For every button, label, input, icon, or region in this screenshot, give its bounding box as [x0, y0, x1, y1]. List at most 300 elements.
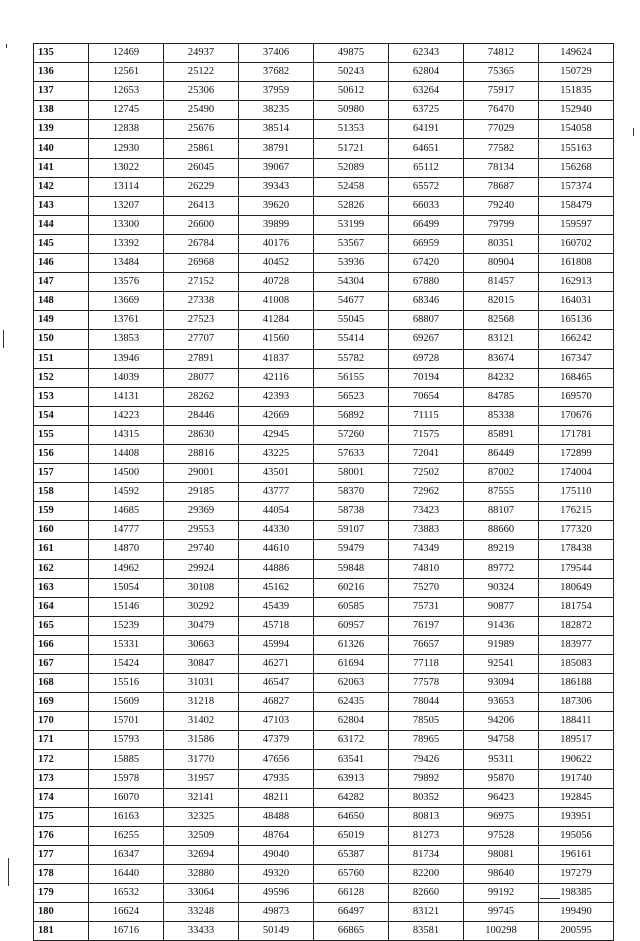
table-cell: 14408: [89, 444, 164, 463]
table-cell: 80351: [464, 234, 539, 253]
table-cell: 13207: [89, 196, 164, 215]
table-cell: 14592: [89, 483, 164, 502]
table-cell: 13853: [89, 330, 164, 349]
row-index-cell: 168: [34, 674, 89, 693]
table-cell: 49040: [239, 845, 314, 864]
row-index-cell: 147: [34, 273, 89, 292]
table-cell: 26413: [164, 196, 239, 215]
table-cell: 30292: [164, 597, 239, 616]
table-cell: 27152: [164, 273, 239, 292]
table-cell: 39620: [239, 196, 314, 215]
table-cell: 85891: [464, 425, 539, 444]
table-cell: 65019: [314, 826, 389, 845]
table-cell: 53936: [314, 254, 389, 273]
table-cell: 164031: [539, 292, 614, 311]
table-cell: 38514: [239, 120, 314, 139]
table-cell: 15146: [89, 597, 164, 616]
table-cell: 29369: [164, 502, 239, 521]
table-cell: 12745: [89, 101, 164, 120]
table-cell: 62804: [389, 63, 464, 82]
table-cell: 64651: [389, 139, 464, 158]
row-index-cell: 145: [34, 234, 89, 253]
table-cell: 97528: [464, 826, 539, 845]
table-cell: 172899: [539, 444, 614, 463]
table-cell: 39067: [239, 158, 314, 177]
table-cell: 29924: [164, 559, 239, 578]
table-cell: 61694: [314, 655, 389, 674]
table-row: [34, 731, 614, 750]
table-cell: 15424: [89, 655, 164, 674]
table-cell: 53199: [314, 215, 389, 234]
table-cell: 32141: [164, 788, 239, 807]
table-cell: 31957: [164, 769, 239, 788]
table-cell: 16716: [89, 922, 164, 941]
table-cell: 54304: [314, 273, 389, 292]
table-cell: 47103: [239, 712, 314, 731]
table-cell: 32880: [164, 865, 239, 884]
table-row: [34, 234, 614, 253]
row-index-cell: 170: [34, 712, 89, 731]
table-cell: 33064: [164, 884, 239, 903]
table-cell: 88660: [464, 521, 539, 540]
table-cell: 188411: [539, 712, 614, 731]
row-index-cell: 162: [34, 559, 89, 578]
table-cell: 88107: [464, 502, 539, 521]
table-cell: 49875: [314, 44, 389, 63]
table-cell: 28262: [164, 387, 239, 406]
table-cell: 13484: [89, 254, 164, 273]
table-cell: 54677: [314, 292, 389, 311]
table-cell: 14870: [89, 540, 164, 559]
row-index-cell: 180: [34, 903, 89, 922]
row-index-cell: 169: [34, 693, 89, 712]
table-cell: 41008: [239, 292, 314, 311]
row-index-cell: 149: [34, 311, 89, 330]
table-row: [34, 82, 614, 101]
table-cell: 61326: [314, 635, 389, 654]
table-cell: 90324: [464, 578, 539, 597]
table-cell: 179544: [539, 559, 614, 578]
table-row: [34, 712, 614, 731]
row-index-cell: 144: [34, 215, 89, 234]
table-cell: 78687: [464, 177, 539, 196]
table-row: [34, 368, 614, 387]
table-cell: 28630: [164, 425, 239, 444]
table-cell: 52826: [314, 196, 389, 215]
table-cell: 93094: [464, 674, 539, 693]
scan-edge-mark-right: [633, 128, 634, 136]
row-index-cell: 156: [34, 444, 89, 463]
table-cell: 82660: [389, 884, 464, 903]
table-row: [34, 177, 614, 196]
table-cell: 80904: [464, 254, 539, 273]
table-cell: 42669: [239, 406, 314, 425]
table-cell: 60216: [314, 578, 389, 597]
table-cell: 45439: [239, 597, 314, 616]
table-cell: 67420: [389, 254, 464, 273]
table-row: [34, 483, 614, 502]
table-cell: 39899: [239, 215, 314, 234]
table-cell: 82568: [464, 311, 539, 330]
table-cell: 68346: [389, 292, 464, 311]
table-cell: 79426: [389, 750, 464, 769]
table-cell: 176215: [539, 502, 614, 521]
row-index-cell: 135: [34, 44, 89, 63]
table-cell: 42116: [239, 368, 314, 387]
table-row: [34, 865, 614, 884]
table-cell: 83121: [464, 330, 539, 349]
table-row: [34, 884, 614, 903]
table-cell: 14685: [89, 502, 164, 521]
table-cell: 76657: [389, 635, 464, 654]
table-cell: 27338: [164, 292, 239, 311]
table-cell: 64191: [389, 120, 464, 139]
table-row: [34, 826, 614, 845]
scan-edge-mark-bottom-left: [8, 858, 9, 886]
table-cell: 16532: [89, 884, 164, 903]
table-cell: 85338: [464, 406, 539, 425]
table-cell: 45718: [239, 616, 314, 635]
row-index-cell: 181: [34, 922, 89, 941]
table-cell: 15793: [89, 731, 164, 750]
table-cell: 75270: [389, 578, 464, 597]
table-cell: 16347: [89, 845, 164, 864]
table-cell: 152940: [539, 101, 614, 120]
table-cell: 96423: [464, 788, 539, 807]
table-cell: 66497: [314, 903, 389, 922]
table-cell: 73883: [389, 521, 464, 540]
table-cell: 15701: [89, 712, 164, 731]
table-cell: 26045: [164, 158, 239, 177]
table-cell: 31402: [164, 712, 239, 731]
table-row: [34, 674, 614, 693]
table-cell: 15885: [89, 750, 164, 769]
table-cell: 12469: [89, 44, 164, 63]
table-cell: 48764: [239, 826, 314, 845]
table-cell: 178438: [539, 540, 614, 559]
table-cell: 168465: [539, 368, 614, 387]
table-cell: 30847: [164, 655, 239, 674]
table-cell: 89219: [464, 540, 539, 559]
table-cell: 33248: [164, 903, 239, 922]
table-cell: 82015: [464, 292, 539, 311]
table-cell: 49873: [239, 903, 314, 922]
table-cell: 95311: [464, 750, 539, 769]
table-cell: 60957: [314, 616, 389, 635]
table-cell: 58370: [314, 483, 389, 502]
table-cell: 84785: [464, 387, 539, 406]
table-row: [34, 521, 614, 540]
table-cell: 91436: [464, 616, 539, 635]
row-index-cell: 139: [34, 120, 89, 139]
table-cell: 63541: [314, 750, 389, 769]
table-cell: 182872: [539, 616, 614, 635]
table-cell: 42945: [239, 425, 314, 444]
table-cell: 13576: [89, 273, 164, 292]
table-row: [34, 655, 614, 674]
table-cell: 62435: [314, 693, 389, 712]
scan-edge-mark-left: [3, 330, 4, 348]
table-cell: 68807: [389, 311, 464, 330]
table-cell: 98081: [464, 845, 539, 864]
table-cell: 72962: [389, 483, 464, 502]
table-cell: 45162: [239, 578, 314, 597]
table-row: [34, 616, 614, 635]
row-index-cell: 158: [34, 483, 89, 502]
table-row: [34, 196, 614, 215]
table-cell: 198385: [539, 884, 614, 903]
table-cell: 191740: [539, 769, 614, 788]
table-cell: 43225: [239, 444, 314, 463]
table-cell: 44054: [239, 502, 314, 521]
table-cell: 193951: [539, 807, 614, 826]
table-cell: 58001: [314, 464, 389, 483]
table-cell: 12561: [89, 63, 164, 82]
table-row: [34, 273, 614, 292]
table-cell: 170676: [539, 406, 614, 425]
table-cell: 71115: [389, 406, 464, 425]
scan-edge-mark-top-left: [6, 44, 7, 48]
table-cell: 196161: [539, 845, 614, 864]
table-cell: 87555: [464, 483, 539, 502]
table-cell: 83581: [389, 922, 464, 941]
table-cell: 72041: [389, 444, 464, 463]
table-cell: 12653: [89, 82, 164, 101]
table-cell: 25122: [164, 63, 239, 82]
table-cell: 39343: [239, 177, 314, 196]
table-cell: 94206: [464, 712, 539, 731]
table-cell: 40728: [239, 273, 314, 292]
table-cell: 79799: [464, 215, 539, 234]
table-cell: 13761: [89, 311, 164, 330]
table-row: [34, 406, 614, 425]
table-cell: 28077: [164, 368, 239, 387]
table-cell: 92541: [464, 655, 539, 674]
table-row: [34, 578, 614, 597]
table-cell: 93653: [464, 693, 539, 712]
table-cell: 50980: [314, 101, 389, 120]
table-cell: 60585: [314, 597, 389, 616]
table-cell: 14962: [89, 559, 164, 578]
table-cell: 98640: [464, 865, 539, 884]
table-row: [34, 215, 614, 234]
table-cell: 31586: [164, 731, 239, 750]
table-cell: 96975: [464, 807, 539, 826]
table-cell: 53567: [314, 234, 389, 253]
table-cell: 64282: [314, 788, 389, 807]
table-cell: 25676: [164, 120, 239, 139]
table-cell: 42393: [239, 387, 314, 406]
table-cell: 155163: [539, 139, 614, 158]
table-cell: 199490: [539, 903, 614, 922]
row-index-cell: 159: [34, 502, 89, 521]
table-row: [34, 502, 614, 521]
table-cell: 78965: [389, 731, 464, 750]
table-cell: 62804: [314, 712, 389, 731]
table-cell: 31031: [164, 674, 239, 693]
table-cell: 77118: [389, 655, 464, 674]
table-cell: 65387: [314, 845, 389, 864]
table-row: [34, 139, 614, 158]
table-row: [34, 807, 614, 826]
table-cell: 29740: [164, 540, 239, 559]
table-cell: 95870: [464, 769, 539, 788]
table-cell: 169570: [539, 387, 614, 406]
table-cell: 175110: [539, 483, 614, 502]
table-cell: 89772: [464, 559, 539, 578]
table-cell: 26600: [164, 215, 239, 234]
table-cell: 48211: [239, 788, 314, 807]
table-cell: 64650: [314, 807, 389, 826]
table-cell: 72502: [389, 464, 464, 483]
table-cell: 161808: [539, 254, 614, 273]
table-row: [34, 635, 614, 654]
table-row: [34, 292, 614, 311]
row-index-cell: 174: [34, 788, 89, 807]
row-index-cell: 176: [34, 826, 89, 845]
table-row: [34, 330, 614, 349]
row-index-cell: 138: [34, 101, 89, 120]
table-row: [34, 254, 614, 273]
table-cell: 37959: [239, 82, 314, 101]
table-cell: 187306: [539, 693, 614, 712]
table-cell: 25490: [164, 101, 239, 120]
table-row: [34, 845, 614, 864]
table-cell: 192845: [539, 788, 614, 807]
table-cell: 75917: [464, 82, 539, 101]
table-cell: 154058: [539, 120, 614, 139]
table-cell: 83121: [389, 903, 464, 922]
table-cell: 158479: [539, 196, 614, 215]
table-cell: 160702: [539, 234, 614, 253]
table-row: [34, 120, 614, 139]
table-cell: 83674: [464, 349, 539, 368]
row-index-cell: 154: [34, 406, 89, 425]
table-cell: 16255: [89, 826, 164, 845]
row-index-cell: 164: [34, 597, 89, 616]
table-cell: 55414: [314, 330, 389, 349]
table-cell: 62343: [389, 44, 464, 63]
table-cell: 14777: [89, 521, 164, 540]
table-cell: 86449: [464, 444, 539, 463]
row-index-cell: 137: [34, 82, 89, 101]
table-cell: 52458: [314, 177, 389, 196]
table-cell: 46271: [239, 655, 314, 674]
row-index-cell: 166: [34, 635, 89, 654]
table-cell: 195056: [539, 826, 614, 845]
table-cell: 41284: [239, 311, 314, 330]
table-cell: 47379: [239, 731, 314, 750]
table-cell: 15516: [89, 674, 164, 693]
table-cell: 156268: [539, 158, 614, 177]
table-cell: 181754: [539, 597, 614, 616]
table-row: [34, 464, 614, 483]
table-cell: 45994: [239, 635, 314, 654]
table-cell: 32509: [164, 826, 239, 845]
table-cell: 77582: [464, 139, 539, 158]
table-cell: 162913: [539, 273, 614, 292]
table-row: [34, 311, 614, 330]
row-index-cell: 150: [34, 330, 89, 349]
table-row: [34, 387, 614, 406]
table-cell: 51721: [314, 139, 389, 158]
table-cell: 26784: [164, 234, 239, 253]
table-cell: 13946: [89, 349, 164, 368]
row-index-cell: 175: [34, 807, 89, 826]
table-cell: 73423: [389, 502, 464, 521]
table-cell: 29001: [164, 464, 239, 483]
row-index-cell: 155: [34, 425, 89, 444]
table-cell: 70194: [389, 368, 464, 387]
table-row: [34, 559, 614, 578]
table-cell: 159597: [539, 215, 614, 234]
value-table-body: [34, 44, 614, 941]
table-cell: 69267: [389, 330, 464, 349]
row-index-cell: 173: [34, 769, 89, 788]
row-index-cell: 167: [34, 655, 89, 674]
table-cell: 31770: [164, 750, 239, 769]
table-cell: 189517: [539, 731, 614, 750]
row-index-cell: 165: [34, 616, 89, 635]
row-index-cell: 179: [34, 884, 89, 903]
row-index-cell: 163: [34, 578, 89, 597]
table-cell: 99192: [464, 884, 539, 903]
table-cell: 171781: [539, 425, 614, 444]
table-cell: 65112: [389, 158, 464, 177]
table-cell: 55782: [314, 349, 389, 368]
table-cell: 27707: [164, 330, 239, 349]
table-cell: 63725: [389, 101, 464, 120]
table-cell: 25861: [164, 139, 239, 158]
table-cell: 157374: [539, 177, 614, 196]
row-index-cell: 171: [34, 731, 89, 750]
table-cell: 31218: [164, 693, 239, 712]
table-cell: 15331: [89, 635, 164, 654]
table-cell: 78044: [389, 693, 464, 712]
row-index-cell: 152: [34, 368, 89, 387]
table-cell: 49596: [239, 884, 314, 903]
table-cell: 75365: [464, 63, 539, 82]
table-cell: 94758: [464, 731, 539, 750]
table-cell: 24937: [164, 44, 239, 63]
table-cell: 32694: [164, 845, 239, 864]
table-cell: 37406: [239, 44, 314, 63]
table-cell: 56892: [314, 406, 389, 425]
table-cell: 65572: [389, 177, 464, 196]
table-row: [34, 922, 614, 941]
table-cell: 27891: [164, 349, 239, 368]
row-index-cell: 146: [34, 254, 89, 273]
table-cell: 55045: [314, 311, 389, 330]
table-cell: 71575: [389, 425, 464, 444]
table-cell: 66033: [389, 196, 464, 215]
table-cell: 26968: [164, 254, 239, 273]
table-cell: 183977: [539, 635, 614, 654]
table-cell: 66128: [314, 884, 389, 903]
row-index-cell: 151: [34, 349, 89, 368]
table-cell: 44886: [239, 559, 314, 578]
table-cell: 81734: [389, 845, 464, 864]
table-cell: 51353: [314, 120, 389, 139]
table-cell: 46827: [239, 693, 314, 712]
table-row: [34, 44, 614, 63]
table-cell: 74810: [389, 559, 464, 578]
table-cell: 59479: [314, 540, 389, 559]
table-cell: 58738: [314, 502, 389, 521]
table-cell: 150729: [539, 63, 614, 82]
table-cell: 78505: [389, 712, 464, 731]
table-cell: 15239: [89, 616, 164, 635]
